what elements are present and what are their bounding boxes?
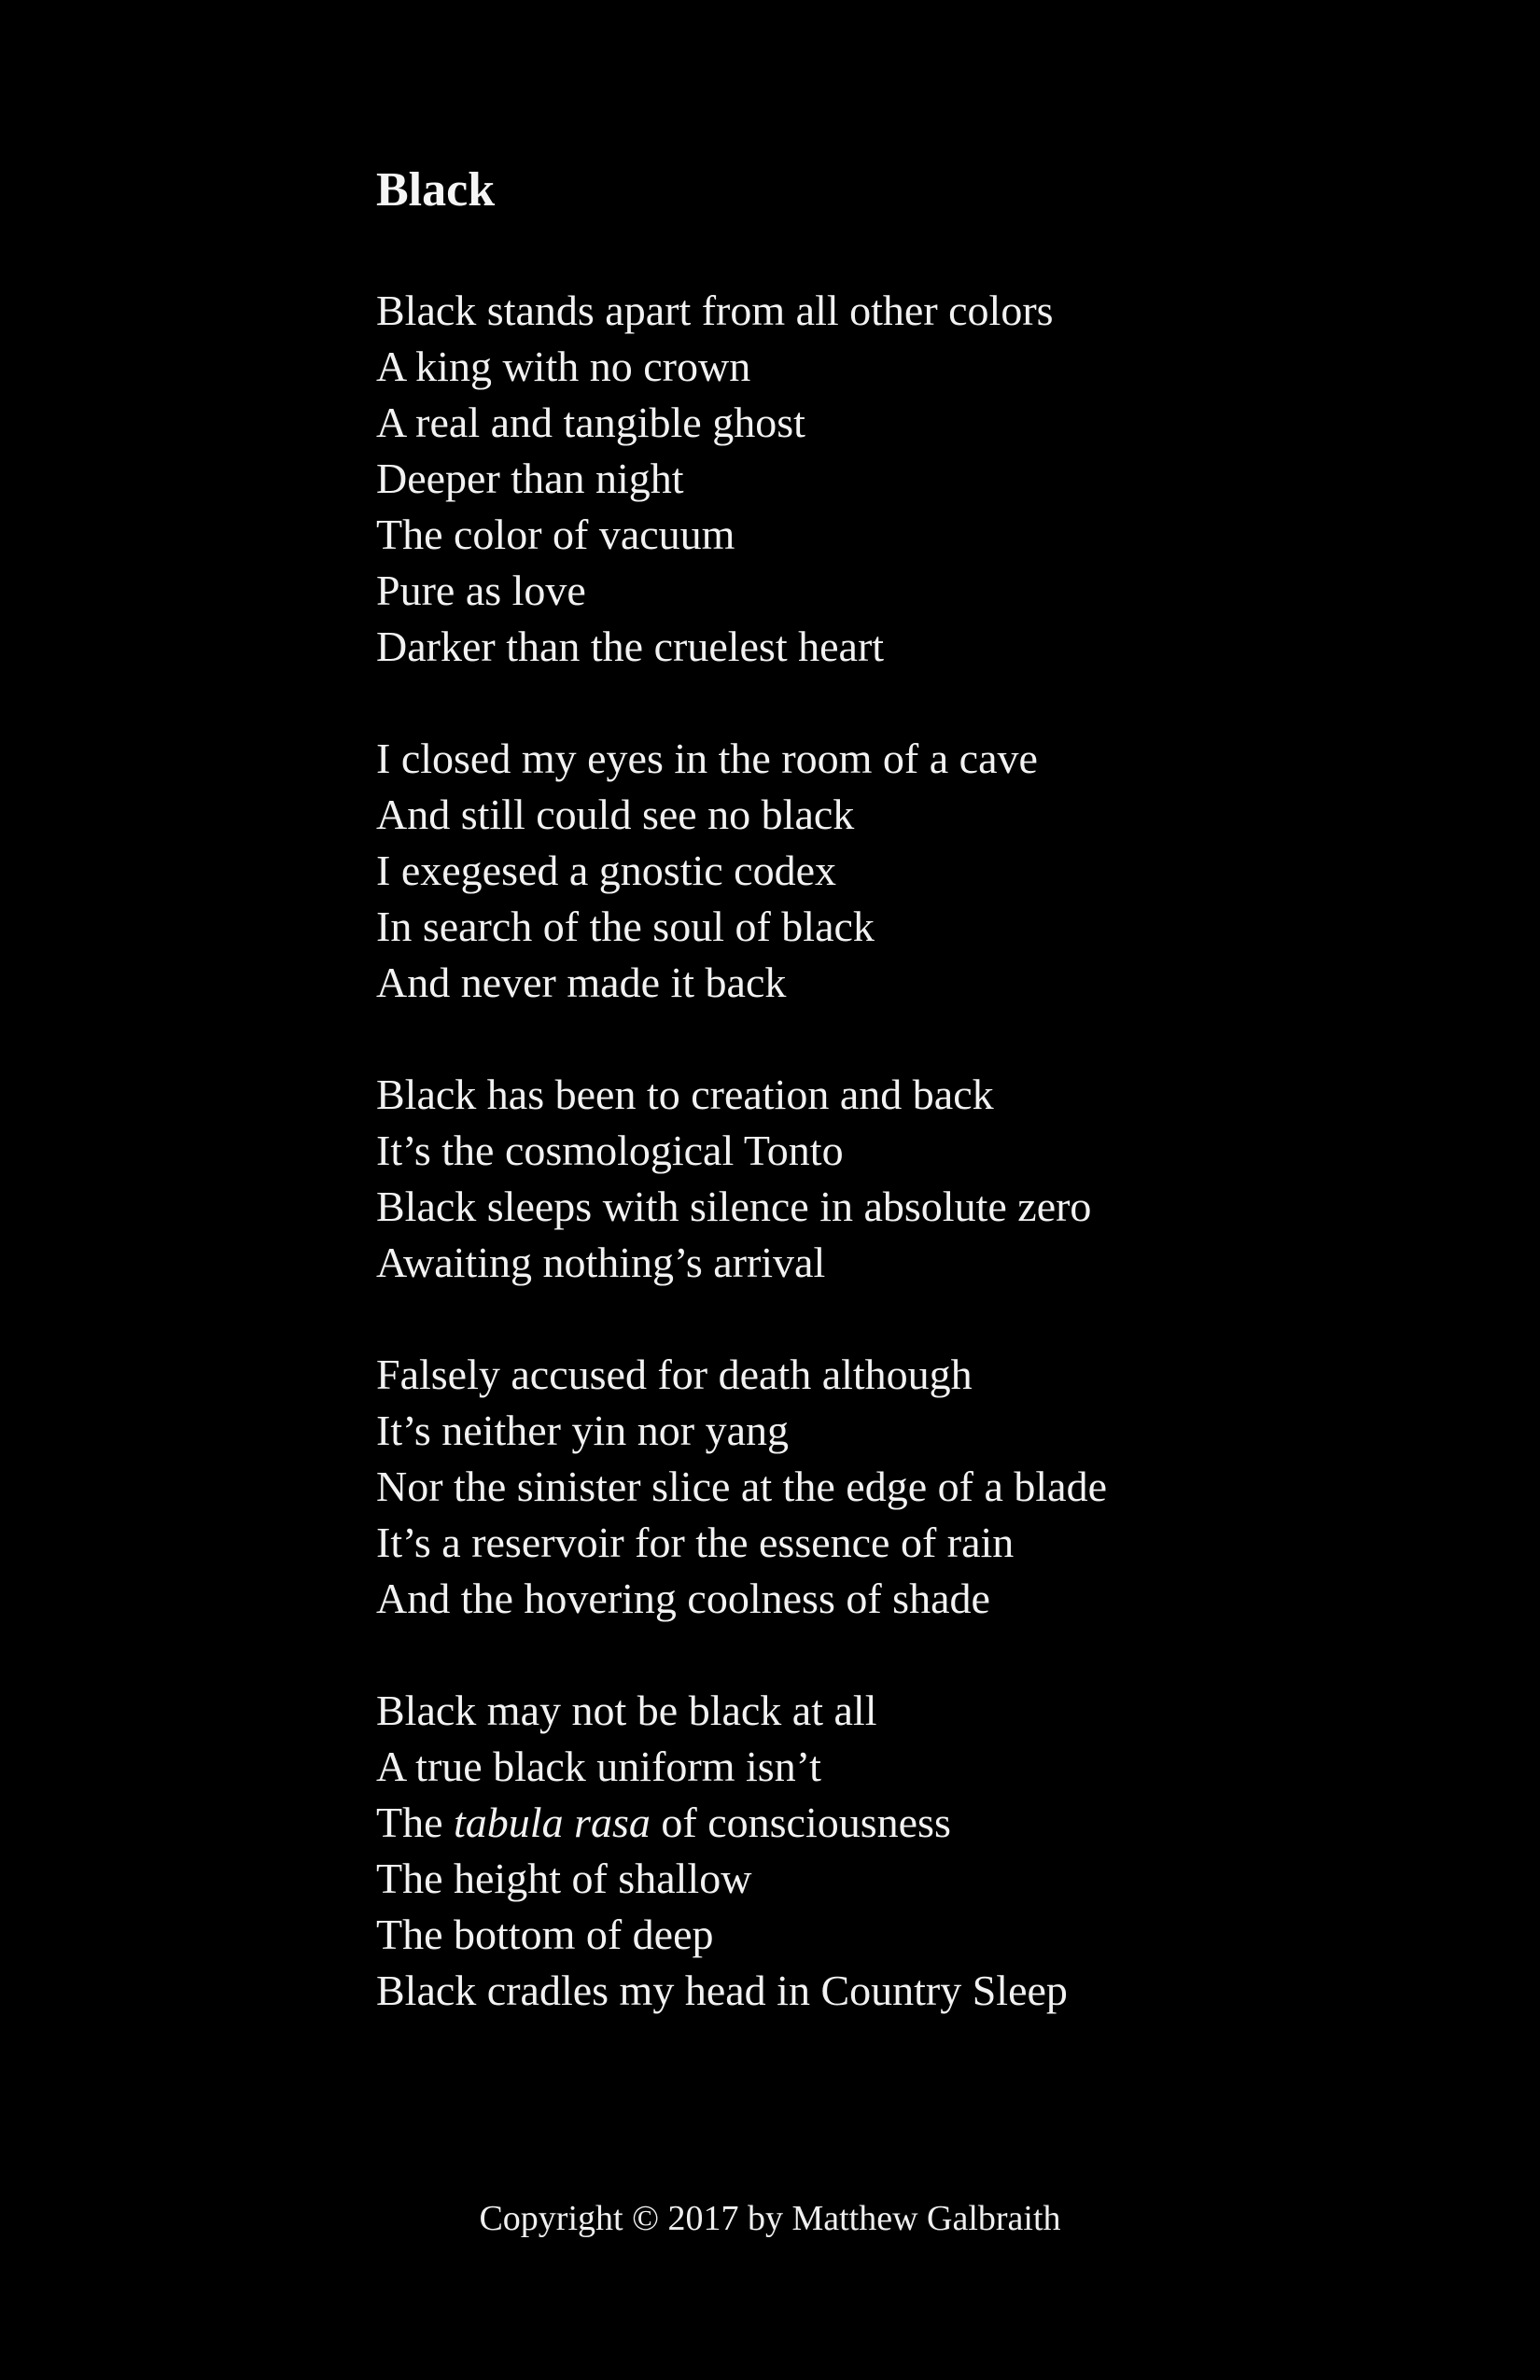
poem-line: Black may not be black at all xyxy=(376,1687,877,1734)
poem-line: Deeper than night xyxy=(376,455,684,502)
poem-line: A king with no crown xyxy=(376,343,751,390)
poem-line: Black has been to creation and back xyxy=(376,1071,994,1118)
poem-line: Black sleeps with silence in absolute zero xyxy=(376,1183,1092,1230)
poem-line: Black cradles my head in Country Sleep xyxy=(376,1967,1068,2014)
poem-line: A real and tangible ghost xyxy=(376,399,805,446)
poem-line: And the hovering coolness of shade xyxy=(376,1575,990,1622)
line-text: of consciousness xyxy=(650,1799,951,1846)
poem-body xyxy=(376,283,1403,2075)
poem-line: In search of the soul of black xyxy=(376,903,875,950)
poem-line: The color of vacuum xyxy=(376,511,735,558)
stanza xyxy=(376,283,1403,675)
poem-line: Darker than the cruelest heart xyxy=(376,623,885,670)
poem-line: Awaiting nothing’s arrival xyxy=(376,1239,826,1286)
line-text: The xyxy=(376,1799,455,1846)
stanza xyxy=(376,1683,1403,2019)
poem-title: Black xyxy=(376,163,496,217)
poem-line: It’s the cosmological Tonto xyxy=(376,1127,844,1174)
italic-phrase: tabula rasa xyxy=(454,1799,651,1846)
poem-line: The height of shallow xyxy=(376,1855,752,1902)
poem-line: It’s a reservoir for the essence of rain xyxy=(376,1519,1015,1566)
stanza xyxy=(376,731,1403,1011)
stanza xyxy=(376,1067,1403,1291)
poem-line: Nor the sinister slice at the edge of a blade xyxy=(376,1463,1107,1510)
poem-line: A true black uniform isn’t xyxy=(376,1743,821,1790)
poem-line: Falsely accused for death although xyxy=(376,1351,973,1398)
stanza xyxy=(376,1347,1403,1627)
poem-line: And never made it back xyxy=(376,959,787,1006)
poem-line xyxy=(376,1795,1403,1851)
poem-line: I exegesed a gnostic codex xyxy=(376,847,837,894)
poem-line: Pure as love xyxy=(376,567,586,614)
poem-line: And still could see no black xyxy=(376,791,855,838)
poem-line: The bottom of deep xyxy=(376,1911,714,1958)
poem-line: It’s neither yin nor yang xyxy=(376,1407,790,1454)
poem-line: I closed my eyes in the room of a cave xyxy=(376,735,1038,782)
poem-line: Black stands apart from all other colors xyxy=(376,287,1054,334)
copyright-notice: Copyright © 2017 by Matthew Galbraith xyxy=(479,2199,1061,2238)
